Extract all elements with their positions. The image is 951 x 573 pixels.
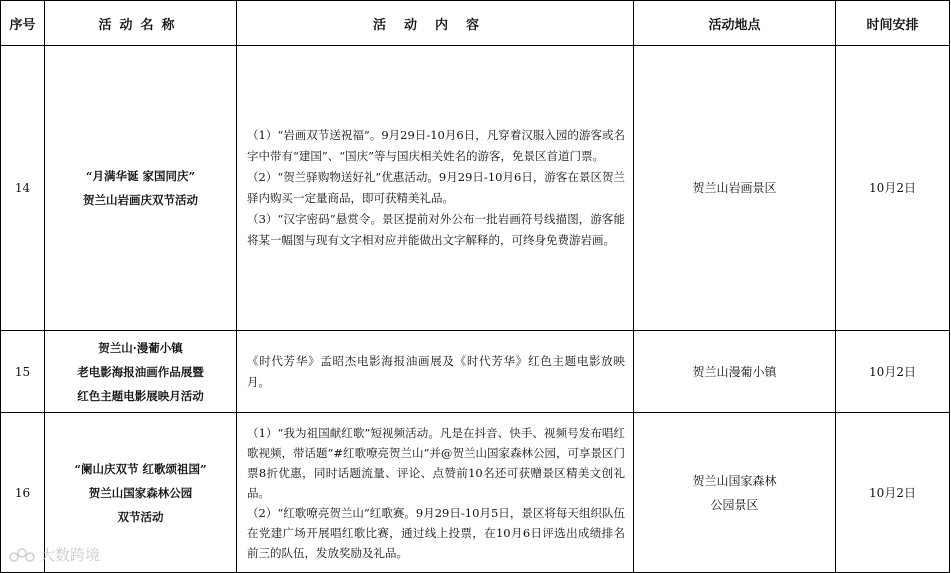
header-name: 活动名称 — [45, 1, 237, 46]
row-number: 16 — [1, 413, 45, 573]
content-paragraph: （1）“我为祖国献红歌”短视频活动。凡是在抖音、快手、视频号发布唱红歌视频，带话题“#红歌嘹亮贺兰山”并@贺兰山国家森林公园，可享景区门票8折优惠，同时话题流量、评论、点赞前10名还可获赠景区精美文创礼品。 — [247, 425, 625, 500]
activity-time: 10月2日 — [836, 331, 950, 413]
content-paragraph: （1）“岩画双节送祝福”。9月29日-10月6日，凡穿着汉服入园的游客或名字中带有“建国”、“国庆”等与国庆相关姓名的游客，免景区首道门票。 — [247, 128, 625, 163]
activity-name — [45, 331, 237, 413]
location-line: 贺兰山漫葡小镇 — [692, 364, 777, 379]
activity-location — [634, 46, 836, 331]
activity-content — [237, 46, 634, 331]
activity-time: 10月2日 — [836, 413, 950, 573]
table-row — [1, 331, 950, 413]
table-row — [1, 413, 950, 573]
location-line: 贺兰山岩画景区 — [692, 181, 777, 195]
activity-name-line: 贺兰山·漫葡小镇 — [98, 340, 183, 355]
watermark-text: 大数跨境 — [40, 546, 101, 564]
content-paragraph: （2）“红歌嘹亮贺兰山”红歌赛。9月29日-10月5日，景区将每天组织队伍在党建广场开展唱红歌比赛，通过线上投票，在10月6日评选出成绩排名前三的队伍，发放奖励及礼品。 — [247, 505, 625, 560]
activity-name-line: “月满华诞 家国同庆” — [85, 169, 196, 183]
activity-location — [634, 413, 836, 573]
content-paragraph: （3）“汉字密码”悬赏令。景区提前对外公布一批岩画符号线描图，游客能将某一幅图与现有文字相对应并能做出文字解释的，可终身免费游岩画。 — [247, 212, 625, 247]
activity-location — [634, 331, 836, 413]
content-paragraph: （2）“贺兰驿购物送好礼”优惠活动。9月29日-10月6日，游客在景区贺兰驿内购买一定量商品，即可获精美礼品。 — [247, 170, 625, 205]
activity-name-line: 贺兰山国家森林公园 — [88, 485, 193, 500]
header-time: 时间安排 — [836, 1, 950, 46]
row-number: 14 — [1, 46, 45, 331]
activity-name-line: 双节活动 — [117, 509, 164, 524]
row-number: 15 — [1, 331, 45, 413]
header-content: 活动内容 — [237, 1, 634, 46]
header-no: 序号 — [1, 1, 45, 46]
header-location: 活动地点 — [634, 1, 836, 46]
activity-name-line: 老电影海报油画作品展暨 — [77, 364, 204, 379]
watermark-logo-icon — [8, 547, 36, 563]
activity-name-line: “阑山庆双节 红歌颂祖国” — [74, 461, 207, 476]
activity-name-line: 贺兰山岩画庆双节活动 — [83, 193, 198, 207]
content-paragraph: 《时代芳华》孟昭杰电影海报油画展及《时代芳华》红色主题电影放映月。 — [247, 353, 625, 389]
activity-content — [237, 331, 634, 413]
activity-name-line: 红色主题电影展映月活动 — [77, 388, 204, 403]
location-line: 公园景区 — [710, 497, 759, 512]
watermark — [8, 544, 100, 565]
activity-time: 10月2日 — [836, 46, 950, 331]
activity-name — [45, 46, 237, 331]
location-line: 贺兰山国家森林 — [692, 473, 777, 488]
header-row — [1, 1, 950, 46]
table-row — [1, 46, 950, 331]
activity-content — [237, 413, 634, 573]
